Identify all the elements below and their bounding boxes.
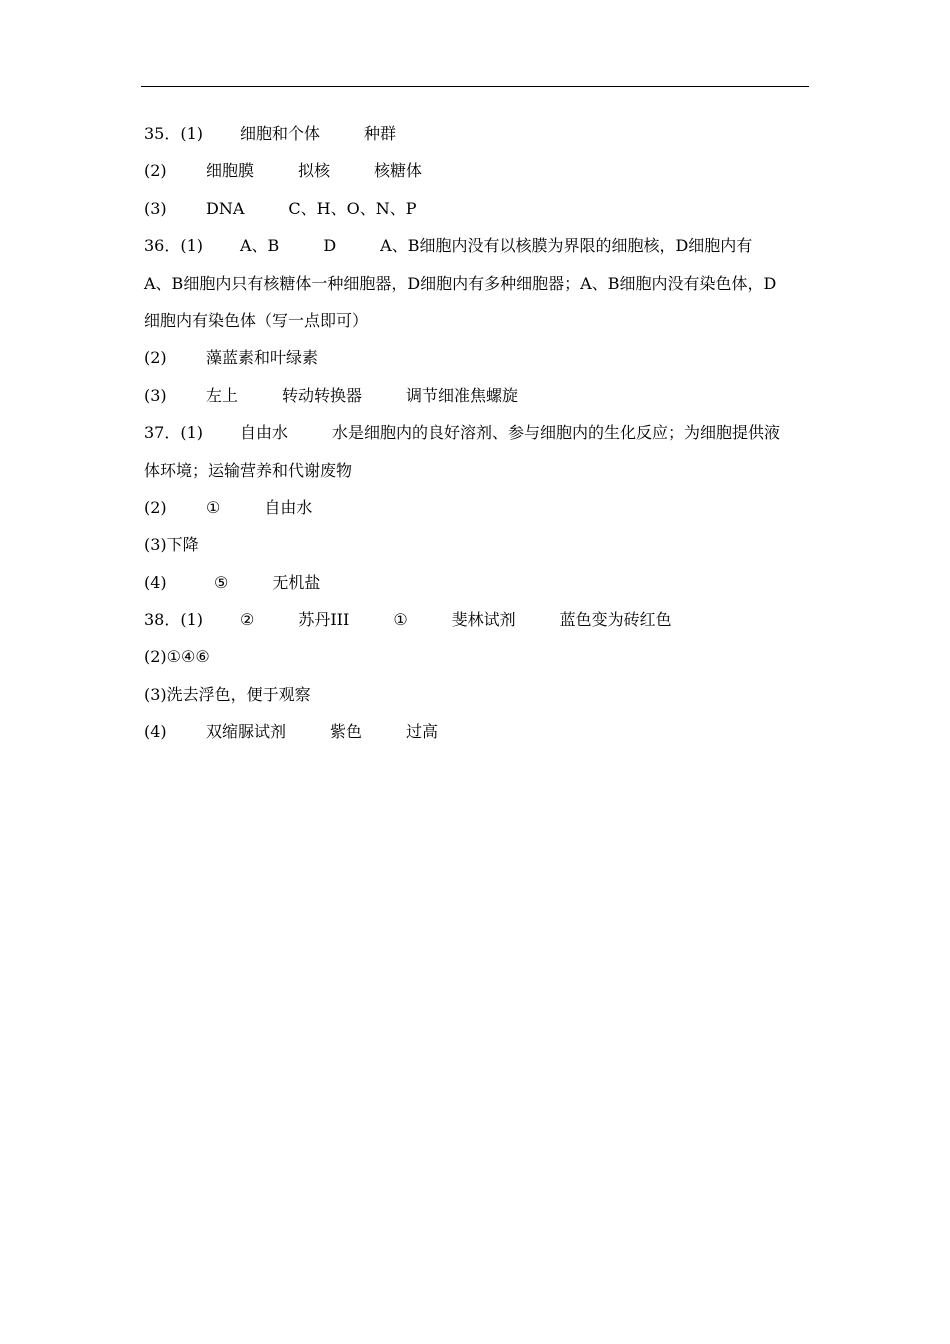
answer-text: 水是细胞内的良好溶剂、参与细胞内的生化反应；为细胞提供液 [332, 423, 781, 443]
sub-question-number: (4) [144, 722, 167, 742]
answer-text: 藻蓝素和叶绿素 [206, 348, 319, 368]
answer-line [144, 644, 809, 681]
answer-text: (3)洗去浮色，便于观察 [144, 684, 311, 704]
sub-question-number: (3) [144, 385, 167, 405]
question-number: 35．(1) [144, 124, 204, 143]
answer-text: 过高 [406, 722, 439, 742]
answer-text: A、B细胞内只有核糖体一种细胞器，D细胞内有多种细胞器；A、B细胞内没有染色体，D [144, 273, 777, 293]
question-number: 36．(1) [144, 236, 204, 256]
question-number: 37．(1) [144, 423, 204, 443]
sub-question-number: (2) [144, 497, 167, 517]
answer-text: ⑤ [214, 572, 229, 592]
answer-text: 蓝色变为砖红色 [559, 610, 672, 630]
answer-text: ① [393, 610, 408, 630]
answer-line [144, 196, 809, 233]
answer-text: 苏丹III [298, 610, 350, 630]
answer-text: 斐林试剂 [451, 610, 516, 630]
answer-line [144, 308, 809, 345]
answer-line [144, 158, 809, 195]
answer-text: 自由水 [264, 497, 313, 517]
answer-line [144, 607, 809, 644]
answer-line [144, 719, 809, 756]
answer-line [144, 532, 809, 569]
answer-text: A、B [240, 236, 280, 256]
answer-line [144, 271, 809, 308]
answer-text: 调节细准焦螺旋 [406, 385, 519, 405]
sub-question-number: (2) [144, 161, 167, 181]
answer-line [144, 383, 809, 420]
answer-text: 左上 [206, 385, 239, 405]
answer-text: 种群 [364, 124, 397, 143]
sub-question-number: (4) [144, 572, 167, 592]
answer-text: (2)①④⑥ [144, 647, 210, 667]
answer-text: (3)下降 [144, 535, 199, 555]
answer-text: 核糖体 [374, 161, 423, 181]
answer-text: 细胞膜 [206, 161, 255, 181]
answer-line [144, 233, 809, 270]
answer-text: A、B细胞内没有以核膜为界限的细胞核，D细胞内有 [380, 236, 753, 256]
answer-sheet [144, 121, 809, 757]
answer-text: 细胞内有染色体（写一点即可） [144, 310, 369, 330]
answer-text: 体环境；运输营养和代谢废物 [144, 460, 353, 480]
answer-line [144, 495, 809, 532]
answer-text: 双缩脲试剂 [206, 722, 287, 742]
answer-line [144, 420, 809, 457]
answer-line [144, 458, 809, 495]
answer-text: 紫色 [330, 722, 363, 742]
header-rule [141, 86, 809, 87]
answer-line [144, 570, 809, 607]
answer-line [144, 345, 809, 382]
answer-text: ② [240, 610, 255, 630]
sub-question-number: (2) [144, 348, 167, 368]
answer-line [144, 121, 809, 158]
answer-text: DNA [206, 198, 245, 218]
answer-text: 转动转换器 [282, 385, 363, 405]
answer-text: 细胞和个体 [240, 124, 321, 143]
answer-text: C、H、O、N、P [288, 198, 417, 218]
answer-text: ① [206, 497, 221, 517]
answer-text: D [323, 236, 337, 256]
answer-line [144, 682, 809, 719]
sub-question-number: (3) [144, 198, 167, 218]
answer-text: 自由水 [240, 423, 289, 443]
answer-text: 拟核 [298, 161, 331, 181]
answer-text: 无机盐 [272, 572, 321, 592]
question-number: 38．(1) [144, 610, 204, 630]
